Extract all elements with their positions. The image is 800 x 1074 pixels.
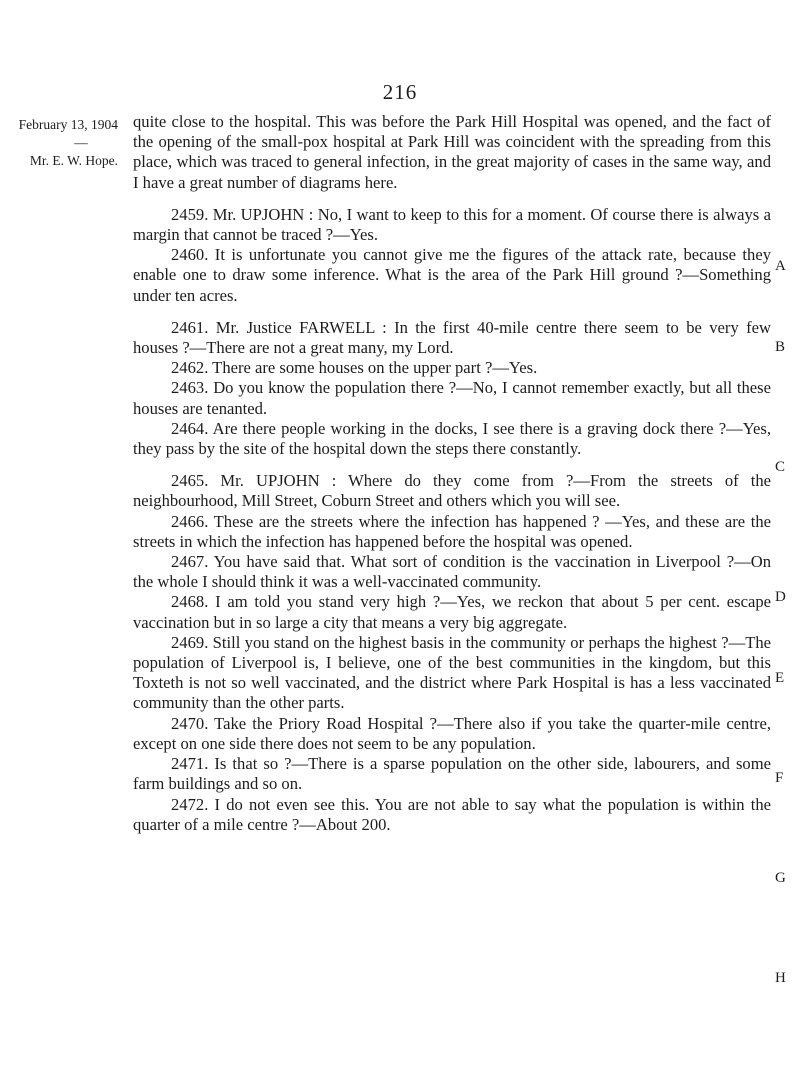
question-2468: 2468. I am told you stand very high ?—Yes, we reckon that about 5 per cent. escape vaccination but in so large a city that means a very big aggregate. xyxy=(133,592,771,632)
question-2467: 2467. You have said that. What sort of condition is the vaccination in Liverpool ?—On the whole I should think it was a well-vaccinated community. xyxy=(133,552,771,592)
question-2471: 2471. Is that so ?—There is a sparse population on the other side, labourers, and some farm buildings and so on. xyxy=(133,754,771,794)
sidenote-dash: — xyxy=(74,135,88,150)
margin-letter-g: G xyxy=(775,870,786,886)
margin-letter-e: E xyxy=(775,670,785,686)
sidenote-witness: Mr. E. W. Hope. xyxy=(29,153,118,168)
question-2461: 2461. Mr. Justice FARWELL : In the first 40-mile centre there seem to be very few houses ?—There are not a great many, my Lord. xyxy=(133,317,771,358)
paragraph-continuation: quite close to the hospital. This was before the Park Hill Hospital was opened, and the fact of the opening of the small-pox hospital at Park Hill was coincident with the spreading from this place, which was traced to general infection, in the great majority of cases in the same way, and I have a great number of diagrams here. xyxy=(133,112,771,192)
margin-letter-f: F xyxy=(775,770,784,786)
question-2460: 2460. It is unfortunate you cannot give me the figures of the attack rate, because they enable one to draw some inference. What is the area of the Park Hill ground ?—Something under ten acres. xyxy=(133,245,771,305)
sidenote-date: February 13, 1904 xyxy=(18,117,118,132)
question-2466: 2466. These are the streets where the infection has happened ? —Yes, and these are the streets in which the infection has happened before the hospital was opened. xyxy=(133,511,771,551)
margin-letter-d: D xyxy=(775,589,786,605)
question-2465: 2465. Mr. UPJOHN : Where do they come from ?—From the streets of the neighbourhood, Mill Street, Coburn Street and others which you will see. xyxy=(133,471,771,511)
question-2469: 2469. Still you stand on the highest basis in the community or perhaps the highest ?—The population of Liverpool is, I believe, one of the best communities in the kingdom, but this Toxteth is not so well vaccinated, and the district where Park Hospital is has a less vaccinated community than the other parts. xyxy=(133,632,771,713)
question-2463: 2463. Do you know the population there ?—No, I cannot remember exactly, but all these houses are tenanted. xyxy=(133,378,771,418)
margin-letter-h: H xyxy=(775,970,786,986)
question-2472: 2472. I do not even see this. You are not able to say what the population is within the quarter of a mile centre ?—About 200. xyxy=(133,794,771,834)
testimony-text xyxy=(133,112,771,835)
margin-sidenote xyxy=(14,116,118,170)
question-2459: 2459. Mr. UPJOHN : No, I want to keep to this for a moment. Of course there is always a margin that cannot be traced ?—Yes. xyxy=(133,204,771,245)
question-2462: 2462. There are some houses on the upper part ?—Yes. xyxy=(171,358,538,378)
margin-letter-a: A xyxy=(775,258,786,274)
question-2464: 2464. Are there people working in the docks, I see there is a graving dock there ?—Yes, they pass by the site of the hospital down the steps there constantly. xyxy=(133,418,771,459)
question-2470: 2470. Take the Priory Road Hospital ?—There also if you take the quarter-mile centre, except on one side there does not seem to be any population. xyxy=(133,713,771,753)
margin-letter-b: B xyxy=(775,339,786,355)
page-number: 216 xyxy=(382,80,418,104)
margin-letter-c: C xyxy=(775,459,786,475)
